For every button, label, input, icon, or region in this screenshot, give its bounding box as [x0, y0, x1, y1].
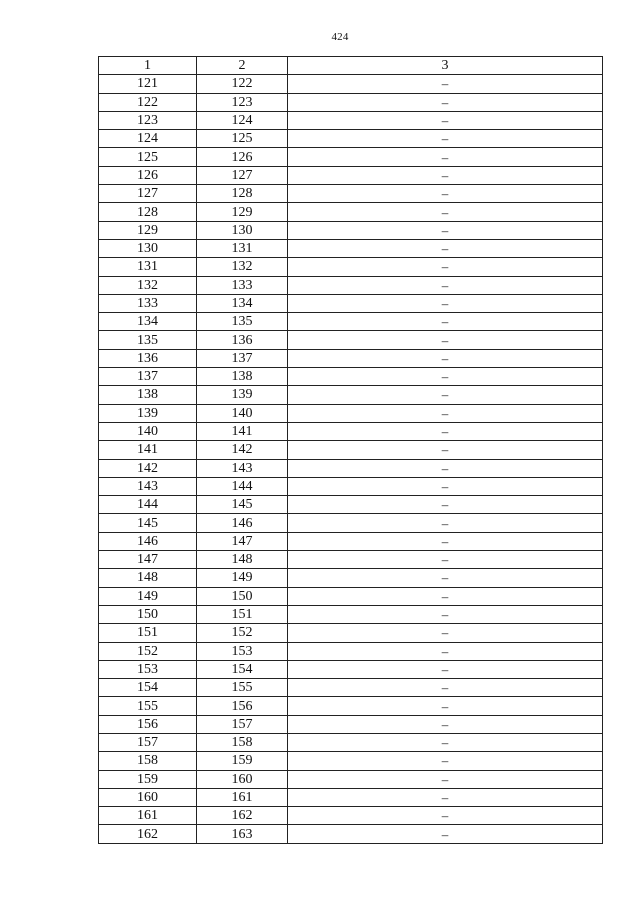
table-cell-col-2: 157	[197, 715, 288, 733]
table-row	[99, 788, 603, 806]
table-cell-col-2: 147	[197, 532, 288, 550]
header-row	[99, 57, 603, 75]
table-row	[99, 825, 603, 843]
table-cell-col-2: 124	[197, 111, 288, 129]
table-cell-col-1: 152	[99, 642, 197, 660]
table-cell-col-1: 141	[99, 441, 197, 459]
table-cell-col-2: 132	[197, 258, 288, 276]
table-cell-col-3: –	[288, 349, 603, 367]
table-row	[99, 551, 603, 569]
table-cell-col-3: –	[288, 825, 603, 843]
table-row	[99, 166, 603, 184]
table-cell-col-2: 125	[197, 130, 288, 148]
table-cell-col-3: –	[288, 715, 603, 733]
table-row	[99, 93, 603, 111]
table-cell-col-1: 148	[99, 569, 197, 587]
table-cell-col-2: 139	[197, 386, 288, 404]
table-cell-col-3: –	[288, 130, 603, 148]
table-cell-col-2: 138	[197, 368, 288, 386]
table-cell-col-1: 121	[99, 75, 197, 93]
table-cell-col-1: 145	[99, 514, 197, 532]
table-cell-col-3: –	[288, 807, 603, 825]
table-cell-col-2: 162	[197, 807, 288, 825]
table-cell-col-3: –	[288, 733, 603, 751]
table-cell-col-3: –	[288, 166, 603, 184]
table-row	[99, 752, 603, 770]
table-cell-col-1: 129	[99, 221, 197, 239]
table-cell-col-1: 127	[99, 185, 197, 203]
table-cell-col-3: –	[288, 239, 603, 257]
table-cell-col-1: 156	[99, 715, 197, 733]
table-row	[99, 221, 603, 239]
table-cell-col-2: 143	[197, 459, 288, 477]
table-cell-col-3: –	[288, 422, 603, 440]
table-cell-col-2: 152	[197, 624, 288, 642]
table-cell-col-3: –	[288, 569, 603, 587]
table-cell-col-3: –	[288, 75, 603, 93]
table-row	[99, 368, 603, 386]
table-cell-col-3: –	[288, 551, 603, 569]
page-number: 424	[331, 31, 349, 43]
table-row	[99, 624, 603, 642]
table-row	[99, 111, 603, 129]
table-cell-col-2: 131	[197, 239, 288, 257]
table-row	[99, 422, 603, 440]
table-cell-col-1: 128	[99, 203, 197, 221]
table-cell-col-1: 146	[99, 532, 197, 550]
table-cell-col-1: 155	[99, 697, 197, 715]
table-cell-col-2: 128	[197, 185, 288, 203]
table-row	[99, 459, 603, 477]
table-row	[99, 642, 603, 660]
table-cell-col-1: 159	[99, 770, 197, 788]
table-cell-col-1: 153	[99, 660, 197, 678]
table-row	[99, 130, 603, 148]
table-cell-col-2: 136	[197, 331, 288, 349]
table-row	[99, 239, 603, 257]
column-header-2: 2	[197, 57, 288, 75]
table-cell-col-1: 138	[99, 386, 197, 404]
table-body	[99, 75, 603, 843]
table-cell-col-2: 129	[197, 203, 288, 221]
table-cell-col-2: 140	[197, 404, 288, 422]
table-cell-col-2: 133	[197, 276, 288, 294]
table-row	[99, 770, 603, 788]
table-row	[99, 276, 603, 294]
table-cell-col-3: –	[288, 770, 603, 788]
table-cell-col-1: 143	[99, 477, 197, 495]
table-cell-col-2: 137	[197, 349, 288, 367]
table-row	[99, 679, 603, 697]
table-cell-col-2: 163	[197, 825, 288, 843]
table-cell-col-3: –	[288, 605, 603, 623]
table-cell-col-2: 156	[197, 697, 288, 715]
table-cell-col-1: 160	[99, 788, 197, 806]
table-row	[99, 587, 603, 605]
table-row	[99, 75, 603, 93]
table-row	[99, 477, 603, 495]
table-row	[99, 386, 603, 404]
table-cell-col-3: –	[288, 258, 603, 276]
table-cell-col-1: 151	[99, 624, 197, 642]
table-cell-col-1: 125	[99, 148, 197, 166]
table-row	[99, 313, 603, 331]
table-cell-col-1: 139	[99, 404, 197, 422]
table-row	[99, 733, 603, 751]
table-cell-col-3: –	[288, 459, 603, 477]
table-cell-col-3: –	[288, 203, 603, 221]
table-cell-col-2: 122	[197, 75, 288, 93]
table-cell-col-3: –	[288, 148, 603, 166]
column-header-3: 3	[288, 57, 603, 75]
table-cell-col-3: –	[288, 93, 603, 111]
table-cell-col-3: –	[288, 514, 603, 532]
table-cell-col-3: –	[288, 587, 603, 605]
table-cell-col-1: 154	[99, 679, 197, 697]
table-row	[99, 185, 603, 203]
table-cell-col-2: 144	[197, 477, 288, 495]
table-cell-col-2: 130	[197, 221, 288, 239]
table-cell-col-3: –	[288, 276, 603, 294]
table-row	[99, 569, 603, 587]
table-cell-col-1: 131	[99, 258, 197, 276]
table-cell-col-2: 159	[197, 752, 288, 770]
table-row	[99, 349, 603, 367]
table-cell-col-2: 141	[197, 422, 288, 440]
table-cell-col-3: –	[288, 697, 603, 715]
table-cell-col-2: 160	[197, 770, 288, 788]
table-cell-col-3: –	[288, 624, 603, 642]
table-row	[99, 203, 603, 221]
data-table	[98, 56, 603, 844]
table-cell-col-1: 149	[99, 587, 197, 605]
table-cell-col-1: 140	[99, 422, 197, 440]
table-row	[99, 605, 603, 623]
table-cell-col-2: 151	[197, 605, 288, 623]
table-cell-col-1: 126	[99, 166, 197, 184]
table-cell-col-2: 126	[197, 148, 288, 166]
table-cell-col-1: 161	[99, 807, 197, 825]
table-cell-col-2: 149	[197, 569, 288, 587]
table-cell-col-3: –	[288, 679, 603, 697]
table-cell-col-2: 155	[197, 679, 288, 697]
table-cell-col-2: 134	[197, 294, 288, 312]
table-row	[99, 148, 603, 166]
table-cell-col-1: 144	[99, 496, 197, 514]
table-cell-col-2: 154	[197, 660, 288, 678]
table-cell-col-3: –	[288, 404, 603, 422]
table-row	[99, 514, 603, 532]
table-cell-col-2: 148	[197, 551, 288, 569]
table-cell-col-3: –	[288, 477, 603, 495]
table-row	[99, 715, 603, 733]
table-row	[99, 294, 603, 312]
table-row	[99, 807, 603, 825]
table-cell-col-1: 162	[99, 825, 197, 843]
table-cell-col-1: 122	[99, 93, 197, 111]
table-cell-col-1: 130	[99, 239, 197, 257]
table-cell-col-3: –	[288, 752, 603, 770]
table-cell-col-2: 145	[197, 496, 288, 514]
table-cell-col-1: 123	[99, 111, 197, 129]
table-cell-col-1: 133	[99, 294, 197, 312]
table-cell-col-3: –	[288, 642, 603, 660]
table-cell-col-3: –	[288, 788, 603, 806]
table-row	[99, 532, 603, 550]
table-cell-col-3: –	[288, 111, 603, 129]
table-cell-col-3: –	[288, 496, 603, 514]
table-cell-col-1: 135	[99, 331, 197, 349]
table-row	[99, 258, 603, 276]
table-cell-col-1: 150	[99, 605, 197, 623]
table-cell-col-2: 153	[197, 642, 288, 660]
table-row	[99, 697, 603, 715]
column-header-1: 1	[99, 57, 197, 75]
table-cell-col-3: –	[288, 185, 603, 203]
table-cell-col-2: 142	[197, 441, 288, 459]
table-cell-col-2: 158	[197, 733, 288, 751]
table-row	[99, 331, 603, 349]
table-cell-col-2: 150	[197, 587, 288, 605]
table-cell-col-2: 135	[197, 313, 288, 331]
table-cell-col-3: –	[288, 532, 603, 550]
table-cell-col-1: 124	[99, 130, 197, 148]
table-cell-col-3: –	[288, 221, 603, 239]
table-row	[99, 404, 603, 422]
table-cell-col-1: 134	[99, 313, 197, 331]
table-cell-col-3: –	[288, 313, 603, 331]
table-cell-col-3: –	[288, 331, 603, 349]
table-cell-col-1: 142	[99, 459, 197, 477]
table-cell-col-1: 136	[99, 349, 197, 367]
table-cell-col-1: 137	[99, 368, 197, 386]
table-cell-col-3: –	[288, 368, 603, 386]
table-cell-col-3: –	[288, 386, 603, 404]
table-cell-col-1: 132	[99, 276, 197, 294]
table-cell-col-1: 157	[99, 733, 197, 751]
table-cell-col-3: –	[288, 441, 603, 459]
table-cell-col-3: –	[288, 294, 603, 312]
table-cell-col-1: 158	[99, 752, 197, 770]
table-cell-col-1: 147	[99, 551, 197, 569]
table-cell-col-2: 161	[197, 788, 288, 806]
table-cell-col-3: –	[288, 660, 603, 678]
table-cell-col-2: 123	[197, 93, 288, 111]
table-row	[99, 496, 603, 514]
table-cell-col-2: 146	[197, 514, 288, 532]
table-row	[99, 660, 603, 678]
table-row	[99, 441, 603, 459]
table-cell-col-2: 127	[197, 166, 288, 184]
